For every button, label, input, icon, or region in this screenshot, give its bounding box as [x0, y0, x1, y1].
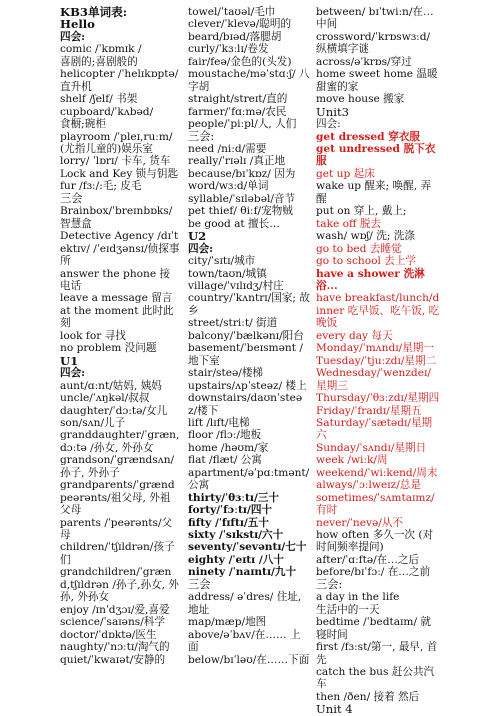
vocab-line: apartment/əˈpɑːtmənt/公寓 — [188, 466, 310, 492]
vocab-line: 三会 — [188, 577, 211, 591]
vocab-line: because/bɪˈkɒz/ 因为 — [188, 167, 296, 180]
vocab-line: word/wɜːd/单词 — [188, 180, 269, 193]
vocab-line: look for 寻找 — [60, 329, 126, 342]
vocab-line: above/əˈbʌv/在…… 上面 — [188, 628, 301, 654]
vocab-line: catch the bus 赶公共汽车 — [316, 666, 435, 691]
vocab-line: comic /ˈkɒmɪk / — [60, 43, 142, 56]
vocab-line: grandson/ˈgrændsʌn/孙子, 外孙子 — [60, 454, 175, 479]
vocab-line: village/ˈvɪlɪdʒ/村庄 — [188, 279, 284, 292]
vocab-line: move house 搬家 — [316, 93, 405, 106]
vocab-line: thirty/ˈθɜːtɪ/三十 — [188, 491, 280, 504]
vocab-line: wake up 醒来; 唤醒, 弄醒 — [316, 180, 432, 205]
vocab-line: enjoy /ɪnˈdʒɔɪ/爱,喜爱 — [60, 603, 170, 616]
vocab-line: take off 脱去 — [316, 217, 382, 230]
word-list-column-1 — [60, 6, 180, 666]
vocab-line: crossword/ˈkrɒswɜːd/ 纵横填字谜 — [316, 30, 431, 56]
vocab-line: grandparents/ˈgrændpeərənts/祖父母, 外祖父母 — [60, 479, 175, 517]
vocab-line: moustache/məˈstɑːʃ/ 八字胡 — [188, 68, 310, 93]
vocab-line: then /ðen/ 接着 然后 — [316, 690, 420, 703]
vocab-line: go to bed 去睡觉 — [316, 242, 402, 255]
vocab-line: 四会: — [60, 30, 86, 43]
vocab-line: fur /fɜː/:毛; 皮毛 — [60, 180, 142, 193]
vocab-line: city/ˈsɪtɪ/城市 — [188, 255, 256, 268]
vocab-line: really/ˈrɪəlɪ /真正地 — [188, 155, 286, 168]
vocab-line: Hello — [60, 17, 95, 32]
vocab-line: street/striːt/ 街道 — [188, 317, 278, 330]
vocab-line: Unit3 — [316, 104, 349, 119]
vocab-line: floor /flɔː/地板 — [188, 429, 262, 442]
vocab-line: Wednesday/ˈwenzdeɪ/星期三 — [316, 367, 431, 392]
vocab-line: 四会: — [316, 118, 341, 131]
vocab-line: get up 起床 — [316, 167, 375, 180]
vocab-line: never/ˈnevə/从不 — [316, 516, 403, 529]
vocab-line: need /niːd/需要 — [188, 142, 267, 155]
vocab-line: parents /ˈpeərənts/父母 — [60, 516, 173, 542]
vocab-line: science/ˈsaɪəns/科学 — [60, 616, 165, 629]
vocab-line: country/ˈkʌntrɪ/国家; 故乡 — [188, 292, 310, 317]
vocab-line: stair/steə/楼梯 — [188, 367, 264, 380]
vocab-line: wash/ wɒʃ/ 洗; 洗涤 — [316, 230, 415, 243]
vocab-line: 四会: — [60, 367, 86, 380]
vocab-line: after/ˈɑːftə/在…之后 — [316, 553, 420, 566]
vocab-line: across/əˈkrɒs/穿过 — [316, 55, 412, 68]
vocab-line: at the moment 此时此刻 — [60, 304, 174, 330]
vocab-line: eighty /ˈeɪtɪ /八十 — [188, 553, 284, 566]
vocab-line: home sweet home 温暖甜蜜的家 — [316, 68, 438, 93]
vocab-line: 生活中的一天 — [316, 603, 380, 616]
vocab-line: children/ˈtʃɪldrən/孩子们 — [60, 541, 175, 566]
vocab-line: beard/bɪəd/落腮胡 — [188, 30, 282, 43]
vocab-line: Monday/ˈmʌndɪ/星期一 — [316, 342, 434, 355]
vocab-line: Tuesday/ˈtjuːzdɪ/星期二 — [316, 354, 437, 367]
vocab-line: address/ əˈdres/ 住址, 地址 — [188, 591, 302, 616]
vocab-line: no problem 没问题 — [60, 342, 157, 355]
vocab-line: get dressed 穿衣服 — [316, 130, 421, 143]
vocab-line: first /fɜːst/第一, 最早, 首先 — [316, 641, 438, 666]
vocab-line: helicopter /ˈhelɪkɒptə/ — [60, 68, 179, 81]
vocab-line: town/taʊn/城镇 — [188, 267, 267, 280]
vocab-line: Friday/ˈfraɪdɪ/星期五 — [316, 404, 422, 417]
vocab-line: lift /lɪft/电梯 — [188, 416, 250, 429]
vocab-line: bedtime /ˈbedtaɪm/ 就寝时间 — [316, 616, 432, 641]
vocab-line: every day 每天 — [316, 329, 393, 342]
vocab-line: have breakfast/lunch/dinner 吃早饭、吃午饭, 吃晚饭 — [316, 292, 440, 330]
vocab-line: straight/streɪt/直的 — [188, 93, 288, 106]
vocab-line: upstairs/ʌpˈsteəz/ 楼上 — [188, 379, 307, 392]
vocab-line: syllable/ˈsɪləbəl/音节 — [188, 192, 296, 205]
vocab-line: doctor/ˈdɒktə/医生 — [60, 628, 157, 641]
vocab-line: fair/feə/金色的(头发) — [188, 55, 292, 68]
vocab-line: 三会: — [316, 577, 343, 591]
vocab-line: weekend/ˈwiːkend/周末 — [316, 466, 438, 479]
vocab-line: home /həʊm/家 — [188, 441, 269, 454]
word-list-column-2 — [188, 6, 310, 666]
vocab-line: have a shower 洗淋浴... — [316, 267, 425, 292]
vocab-line: quiet/ˈkwaɪət/安静的 — [60, 653, 166, 666]
vocab-line: fifty /ˈfɪftɪ/五十 — [188, 516, 269, 529]
vocab-line: be good at 擅长… — [188, 217, 280, 230]
vocab-line: put on 穿上, 戴上; — [316, 205, 407, 218]
vocab-line: pet thief/ θiːf/宠物贼 — [188, 205, 293, 218]
vocab-line: son/sʌn/儿子 — [60, 416, 126, 429]
vocab-line: flat /flæt/ 公寓 — [188, 454, 262, 467]
vocab-line: map/mæp/地图 — [188, 616, 267, 629]
vocab-line: week /wiːk/周 — [316, 454, 388, 467]
vocab-line: how often 多久一次 (对时间频率提问) — [316, 529, 434, 554]
vocab-line: U1 — [60, 353, 79, 368]
vocab-line: cupboard/ˈkʌbəd/ — [60, 105, 154, 118]
vocab-line: 四会: — [188, 242, 214, 255]
vocab-line: get undressed 脱下衣服 — [316, 142, 436, 168]
vocab-line: Lock and Key 锁与钥匙 — [60, 167, 179, 180]
vocab-line: Brainbox/ˈbreɪnbɒks/智慧盒 — [60, 205, 173, 230]
vocab-line: below/bɪˈləʊ/在……下面 — [188, 653, 310, 666]
vocab-line: seventy/ˈsevəntɪ/七十 — [188, 541, 307, 554]
vocab-line: answer the phone 接电话 — [60, 267, 171, 292]
vocab-line: curly/ˈkɜːlɪ/卷发 — [188, 43, 269, 56]
vocab-line: naughty/ˈnɔːtɪ/淘气的 — [60, 641, 170, 654]
vocab-line: 喜剧的;喜剧般的 — [60, 55, 138, 68]
vocab-line: KB3单词表: — [60, 5, 128, 19]
vocab-line: shelf /ʃelf/ 书架 — [60, 93, 138, 106]
vocab-line: always/ˈɔːlweɪz/总是 — [316, 479, 421, 492]
vocab-line: before/bɪˈfɔː/ 在…之前 — [316, 566, 431, 579]
vocab-line: sixty /ˈsɪkstɪ/六十 — [188, 529, 284, 542]
vocab-line: farmer/ˈfɑːmə/农民 — [188, 105, 287, 118]
vocab-line: 食橱;碗柜 — [60, 118, 106, 131]
vocab-line: people/ˈpiːpl/人, 人们 — [188, 118, 297, 131]
vocab-line: Saturday/ˈsætədɪ/星期六 — [316, 416, 433, 442]
vocab-line: 三会: — [188, 129, 215, 143]
vocab-line: balcony/ˈbælkənɪ/阳台 — [188, 329, 304, 342]
vocab-line: leave a message 留言 — [60, 292, 173, 305]
vocab-line: Unit 4 — [316, 702, 353, 716]
vocab-line: playroom /ˈpleɪ,ruːm/(尤指儿童的)娱乐室 — [60, 130, 173, 155]
vocab-line: ninety /ˈnaɪntɪ/九十 — [188, 566, 297, 579]
vocab-line: Thursday/ˈθɜːzdɪ/星期四 — [316, 392, 440, 405]
vocab-line: 直升机 — [60, 80, 92, 93]
vocab-line: U2 — [188, 229, 207, 244]
vocab-line: a day in the life — [316, 591, 400, 604]
vocab-line: granddaughter/ˈgræn,dɔːtə /孙女, 外孙女 — [60, 429, 180, 454]
word-list-column-3 — [316, 6, 440, 716]
vocab-line: Sunday/ˈsʌndɪ/星期日 — [316, 441, 427, 454]
vocab-line: 三会 — [60, 191, 83, 205]
vocab-line: daughter/ˈdɔːtə/女儿 — [60, 404, 168, 417]
vocab-line: basement/ˈbeɪsmənt /地下室 — [188, 342, 303, 367]
vocab-line: sometimes/ˈsʌmtaɪmz/有时 — [316, 491, 435, 517]
vocab-line: downstairs/daʊnˈsteəz/楼下 — [188, 392, 303, 417]
vocab-line: forty/ˈfɔːtɪ/四十 — [188, 504, 273, 517]
vocab-line: towel/ˈtaʊəl/毛巾 — [188, 6, 276, 18]
vocab-line: uncle/ˈʌŋkəl/叔叔 — [60, 392, 150, 405]
vocab-line: aunt/ɑːnt/姑妈, 姨妈 — [60, 379, 162, 392]
vocab-line: Detective Agency /dɪˈtektɪv/ /ˈeɪdʒənsɪ/侦探事所 — [60, 230, 180, 268]
vocab-line: clever/ˈklevə/聪明的 — [188, 18, 292, 31]
vocab-line: go to school 去上学 — [316, 255, 417, 268]
vocab-line: lorry/ ˈlɒrɪ/ 卡车, 货车 — [60, 155, 171, 168]
vocab-line: between/ bɪˈtwiːn/在…中间 — [316, 6, 434, 31]
vocab-line: grandchildren/ˈgrænd,tʃɪldrən /孙子,孙女, 外孙, 外孙女 — [60, 566, 180, 604]
